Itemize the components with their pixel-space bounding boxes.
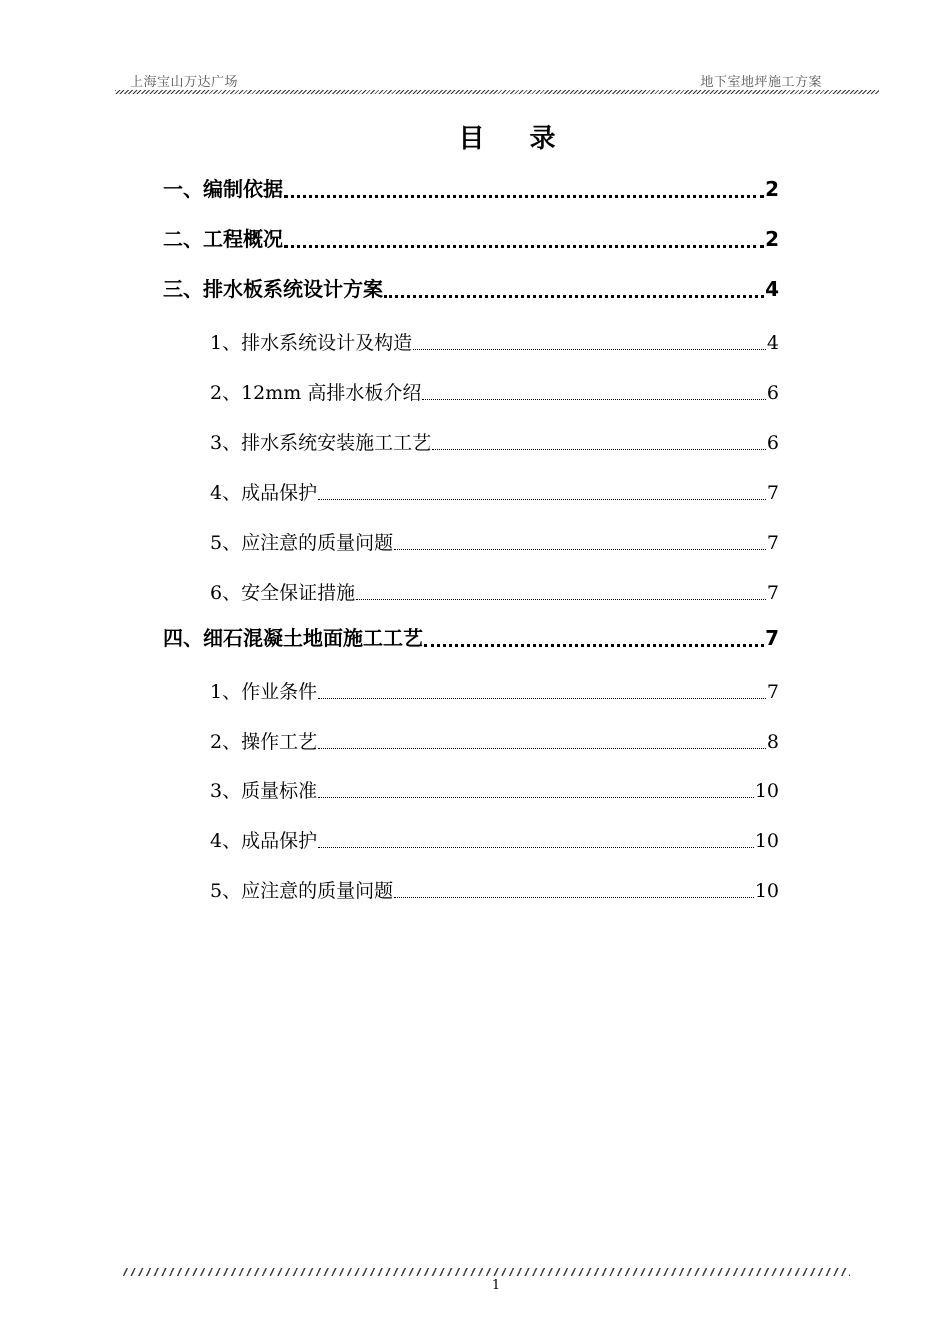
toc-entry-label [210,677,317,704]
toc-entry-page: 10 [754,780,779,802]
toc-entry-page: 7 [766,681,779,703]
toc-leader-dots [432,449,766,450]
toc-entry[interactable] [163,622,779,651]
toc-entry-number: 2、12mm [210,382,308,404]
toc-entry-label [210,478,317,505]
toc-entry[interactable] [210,528,779,555]
toc-entry-label: 三、排水板系统设计方案 [163,277,383,301]
toc-entry-page: 7 [766,482,779,504]
toc-entry-label [210,876,393,903]
toc-entry-text: 高排水板介绍 [307,382,422,404]
toc-entry-page: 4 [766,332,779,354]
toc-entry-text: 成品保护 [241,830,318,852]
toc-leader-dots [284,195,764,198]
header-document-title: 地下室地坪施工方案 [700,75,822,90]
toc-leader-dots [318,847,754,848]
toc-leader-dots [422,399,766,400]
toc-title: 目 录 [458,124,574,154]
toc-entry-text: 排水系统安装施工工艺 [241,432,432,454]
toc-entry-number: 6、 [210,582,242,604]
header-divider [115,90,879,94]
toc-entry-number: 3、 [210,780,242,802]
toc-entry-label [210,776,317,803]
toc-entry[interactable] [210,578,779,605]
toc-entry-label [210,727,317,754]
footer-divider [122,1268,850,1276]
toc-entry-page: 2 [765,177,779,201]
toc-entry[interactable] [163,273,779,302]
toc-entry[interactable] [210,876,779,903]
toc-entry[interactable] [163,173,779,202]
toc-leader-dots [424,644,764,647]
toc-entry-page: 6 [766,432,779,454]
toc-entry-page: 7 [766,532,779,554]
toc-entry-label [210,578,355,605]
toc-entry[interactable] [210,328,779,355]
toc-leader-dots [284,245,764,248]
toc-entry-number: 5、 [210,880,242,902]
toc-entry-text: 质量标准 [241,780,318,802]
toc-leader-dots [318,698,766,699]
toc-entry-page: 8 [766,731,779,753]
toc-entry-page: 7 [765,626,779,650]
toc-entry-label [210,428,431,455]
toc-entry-text: 排水系统设计及构造 [241,332,413,354]
toc-entry-label [210,528,393,555]
toc-entry-label: 四、细石混凝土地面施工工艺 [163,626,423,650]
toc-leader-dots [413,349,766,350]
toc-entry-text: 作业条件 [241,681,318,703]
toc-entry-text: 成品保护 [241,482,318,504]
toc-entry[interactable] [210,727,779,754]
toc-entry-text: 应注意的质量问题 [241,880,394,902]
toc-entry-page: 4 [765,277,779,301]
toc-leader-dots [384,295,764,298]
toc-entry-label: 二、工程概况 [163,227,283,251]
toc-entry-number: 1、 [210,332,242,354]
toc-entry-text: 安全保证措施 [241,582,356,604]
toc-entry[interactable] [163,223,779,252]
toc-entry-page: 7 [766,582,779,604]
toc-entry[interactable] [210,478,779,505]
toc-entry-label [210,328,412,355]
toc-entry-page: 10 [754,880,779,902]
toc-leader-dots [318,499,766,500]
toc-entry[interactable] [210,776,779,803]
toc-entry-number: 1、 [210,681,242,703]
toc-entry-page: 2 [765,227,779,251]
toc-entry-page: 10 [754,830,779,852]
header-project-name: 上海宝山万达广场 [130,75,239,90]
toc-entry-label [210,826,317,853]
toc-entry-text: 应注意的质量问题 [241,532,394,554]
toc-entry-number: 4、 [210,482,242,504]
toc-entry[interactable] [210,826,779,853]
toc-entry[interactable] [210,428,779,455]
toc-leader-dots [356,599,766,600]
toc-leader-dots [394,549,766,550]
toc-leader-dots [318,797,754,798]
toc-entry-page: 6 [766,382,779,404]
toc-entry-label: 一、编制依据 [163,177,283,201]
toc-entry[interactable] [210,677,779,704]
toc-leader-dots [318,748,766,749]
toc-entry-number: 4、 [210,830,242,852]
toc-entry-number: 5、 [210,532,242,554]
toc-entry-text: 操作工艺 [241,731,318,753]
toc-entry-number: 3、 [210,432,242,454]
toc-entry[interactable] [210,378,779,405]
toc-entry-number: 2、 [210,731,242,753]
page-number: 1 [491,1278,501,1293]
toc-entry-label [210,378,421,405]
toc-leader-dots [394,897,754,898]
